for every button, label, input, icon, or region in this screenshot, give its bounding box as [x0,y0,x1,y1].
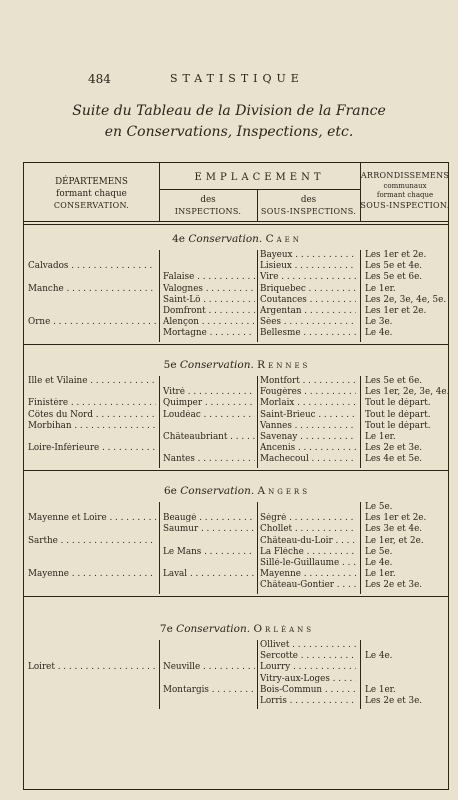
insp-header-line1: des [200,195,216,205]
sous-cell: Sées . . . [260,317,356,327]
insp-cell: Beaugé . . . [163,513,255,523]
dept-header-line2: formant chaque [56,188,127,199]
running-header [0,72,458,88]
dept-cell: Finistère . . . [28,398,156,408]
dept-cell: Ille et Vilaine . . . [28,376,156,386]
conservation-heading [24,359,450,371]
arr-cell: Le 1er. [365,432,396,442]
insp-cell: Saint-Lô . . . [163,295,255,305]
dept-cell: Loire-Inférieure . . . [28,443,156,453]
arr-cell: Le 1er. [365,684,396,695]
insp-cell: Montargis . . . [163,685,255,695]
conservation-heading [24,233,450,245]
dept-cell: Côtes du Nord . . . [28,410,156,420]
conservation-city: Caen [265,233,302,245]
sous-header-line2: SOUS-INSPECTIONS. [260,206,357,216]
sous-cell: Bois-Commun . . . [260,685,356,695]
conservation-ordinal: 7e [159,623,177,635]
sous-cell: Château-du-Loir . . . [260,536,356,546]
sous-cell: Coutances . . . [260,295,356,305]
table-title-line2: en Conservations, Inspections, etc. [104,124,354,140]
section-col-divider [360,250,361,342]
conservation-heading [24,485,450,497]
sous-cell: Briquebec . . . [260,284,356,294]
conservation-ordinal: 4e [172,233,189,245]
section-col-divider [159,376,160,468]
insp-cell: Valognes . . . [163,284,255,294]
section-col-divider [159,250,160,342]
dept-cell: Morbihan . . . [28,421,156,431]
inspections-header [159,195,257,218]
sous-cell: Chollet . . . [260,524,356,534]
running-title: STATISTIQUE [170,72,304,85]
sous-cell: Bayeux . . . [260,250,356,260]
arr-cell: Le 1er. [365,283,396,294]
sous-cell: Montfort . . . [260,376,356,386]
sous-cell: Ségré . . . [260,513,356,523]
conservation-heading [24,623,450,635]
sous-cell: Lourry . . . [260,662,356,672]
arr-cell: Les 2e et 3e. [365,696,423,706]
insp-cell: Neuville . . . [163,662,255,672]
dept-cell: Manche . . . [28,284,156,294]
arr-cell: Le 1er, et 2e. [365,535,424,546]
emplacement-header: EMPLACEMENT [194,172,325,183]
arr-cell: Tout le départ. [365,409,431,420]
header-bottom-rule [24,221,448,222]
arr-header-line2: communaux [383,181,427,190]
sous-cell: Lorris . . . [260,696,356,706]
sous-cell: Ollivet . . . [260,640,356,650]
dept-cell: Sarthe . . . [28,536,156,546]
arr-cell: Le 5e. [365,502,393,512]
dept-header-line3: CONSERVATION. [53,200,130,210]
conservation-label: Conservation. [188,233,266,245]
arr-header-line4: SOUS-INSPECTION. [360,200,450,210]
arr-cell: Les 1er, 2e, 3e, 4e. [365,387,449,398]
arr-cell: Tout le départ. [365,398,431,409]
arr-cell: Les 5e et 4e. [365,261,423,272]
sous-cell: Château-Gontier . . . [260,580,356,590]
section-rule [24,344,448,345]
section-rule [24,596,448,597]
section-col-divider [360,640,361,709]
dept-header-line1: DÉPARTEMENS [55,177,128,187]
arr-cell: Le 4e. [365,328,393,339]
section-col-divider [257,250,258,342]
header-bottom-rule [24,224,448,225]
sous-cell: Mayenne . . . [260,569,356,579]
arrondissemens-header [360,171,450,211]
dept-cell: Mayenne . . . [28,569,156,579]
page-number: 484 [88,72,111,86]
dept-cell: Orne . . . [28,317,156,327]
sous-cell: Sillé-le-Guillaume . . . [260,558,356,568]
sous-cell: Sercotte . . . [260,651,356,661]
conservation-label: Conservation. [179,359,258,371]
arr-cell: Les 2e et 3e. [365,443,423,454]
section-rule [24,470,448,471]
sous-cell: Vannes . . . [260,421,356,431]
arr-cell: Le 5e. [365,546,393,557]
arr-cell: Les 5e et 6e. [365,376,423,386]
section-col-divider [257,376,258,468]
sous-cell: Lisieux . . . [260,261,356,271]
arr-cell: Le 4e. [365,651,393,662]
sous-cell: Savenay . . . [260,432,356,442]
sous-cell: Fougères . . . [260,387,356,397]
conservation-city: Rennes [257,359,311,371]
sous-cell: Bellesme . . . [260,328,356,338]
dept-cell: Mayenne et Loire . . . [28,513,156,523]
arr-cell: Les 1er et 2e. [365,306,427,316]
insp-cell: Saumur . . . [163,524,255,534]
insp-cell: Le Mans . . . [163,547,255,557]
dept-header [24,177,159,212]
conservation-label: Conservation. [176,623,254,635]
sous-cell: Saint-Brieuc . . . [260,410,356,420]
arr-cell: Les 2e, 3e, 4e, 5e. [365,294,447,305]
insp-header-line2: INSPECTIONS. [174,206,242,216]
dept-cell: Loiret . . . [28,662,156,672]
arr-cell: Les 3e et 4e. [365,524,423,535]
conservation-ordinal: 5e [163,359,180,371]
section-col-divider [360,502,361,594]
arr-cell: Le 3e. [365,317,393,328]
row-divider [159,189,360,190]
arr-cell: Les 2e et 3e. [365,580,423,591]
arr-header-line1: ARRONDISSEMENS [360,171,450,180]
insp-cell: Châteaubriant . . . [163,432,255,442]
insp-cell: Quimper . . . [163,398,255,408]
conservation-label: Conservation. [180,485,258,497]
section-col-divider [257,640,258,709]
sous-cell: Morlaix . . . [260,398,356,408]
arr-cell: Le 4e. [365,558,393,568]
insp-cell: Domfront . . . [163,306,255,316]
insp-cell: Laval . . . [163,569,255,579]
sous-cell: Ancenis . . . [260,443,356,453]
arr-cell: Les 1er et 2e. [365,513,427,524]
arr-cell: Tout le départ. [365,420,431,431]
sous-cell: Machecoul . . . [260,454,356,464]
conservation-city: Orléans [253,623,315,635]
insp-cell: Vitré . . . [163,387,255,397]
sous-inspections-header [257,195,360,218]
table-title-line1: Suite du Tableau de la Division de la France [72,103,386,119]
conservation-ordinal: 6e [164,485,181,497]
arr-cell: Les 1er et 2e. [365,250,427,260]
insp-cell: Falaise . . . [163,272,255,282]
section-col-divider [257,502,258,594]
insp-cell: Nantes . . . [163,454,255,464]
division-table [23,162,449,790]
arr-cell: Les 5e et 6e. [365,272,423,283]
conservation-city: Angers [257,485,310,497]
sous-cell: Vire . . . [260,272,356,282]
section-col-divider [360,376,361,468]
arr-cell: Le 1er. [365,569,396,580]
sous-cell: La Flèche . . . [260,547,356,557]
section-col-divider [159,502,160,594]
arr-header-line3: formant chaque [376,191,434,200]
insp-cell: Alençon . . . [163,317,255,327]
insp-cell: Loudéac . . . [163,410,255,420]
insp-cell: Mortagne . . . [163,328,255,338]
sous-cell: Vitry-aux-Loges . . . [260,674,356,684]
section-col-divider [159,640,160,709]
dept-cell: Calvados . . . [28,261,156,271]
sous-header-line1: des [300,195,317,205]
sous-cell: Argentan . . . [260,306,356,316]
arr-cell: Les 4e et 5e. [365,454,423,465]
